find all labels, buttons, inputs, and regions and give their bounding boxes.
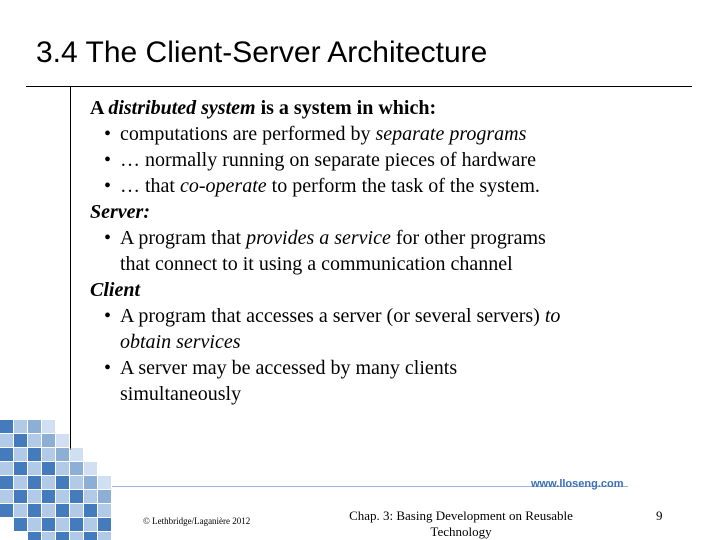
intro-suffix: is a system in which: [255,97,437,119]
bullet-text: A server may be accessed by many clients [120,357,458,379]
bullet-italic: provides a service [246,227,391,249]
list-item [90,147,710,173]
slide-title: 3.4 The Client-Server Architecture [36,36,488,69]
bullet-icon: • [104,123,112,145]
title-divider [26,86,692,87]
client-heading-text: Client [90,279,141,301]
left-divider [70,86,71,450]
intro-prefix: A [90,97,109,119]
bullet-continuation [90,329,710,355]
footer-chapter-line2: Technology [430,524,492,539]
bullet-italic: separate programs [375,123,527,145]
bullet-text: … that [120,175,180,197]
checkered-logo-icon [0,420,112,540]
bullet-italic: to [544,305,561,327]
bullet-icon: • [104,305,112,327]
bullet-text: computations are performed by [120,123,376,145]
footer-copyright: © Lethbridge/Laganière 2012 [143,516,251,526]
bullet-continuation: that connect to it using a communication channel [120,253,513,275]
list-item [90,121,710,147]
bullet-text: … normally running on separate pieces of hardware [120,149,536,171]
bullet-icon: • [104,175,112,197]
list-item [90,173,710,199]
footer-chapter [336,508,586,540]
slide-body [90,95,710,407]
intro-italic: distributed system [108,97,256,119]
server-heading-text: Server: [90,201,150,223]
footer-url: www.lloseng.com [531,478,624,490]
bullet-text-after: for other programs [390,227,546,249]
bullet-text-after: to perform the task of the system. [266,175,540,197]
server-heading [90,199,710,225]
bullet-italic: obtain services [120,331,241,353]
list-item [90,225,710,251]
footer-chapter-line1: Chap. 3: Basing Development on Reusable [349,508,573,523]
intro-line [90,95,710,121]
bullet-italic: co-operate [180,175,267,197]
bullet-continuation: simultaneously [120,383,242,405]
bullet-text: A program that [120,227,247,249]
bullet-text: A program that accesses a server (or several servers) [120,305,545,327]
bullet-icon: • [104,357,112,379]
list-item [90,303,710,329]
page-number: 9 [656,508,663,523]
bullet-icon: • [104,227,112,249]
client-heading [90,277,710,303]
list-item [90,355,710,381]
bullet-icon: • [104,149,112,171]
